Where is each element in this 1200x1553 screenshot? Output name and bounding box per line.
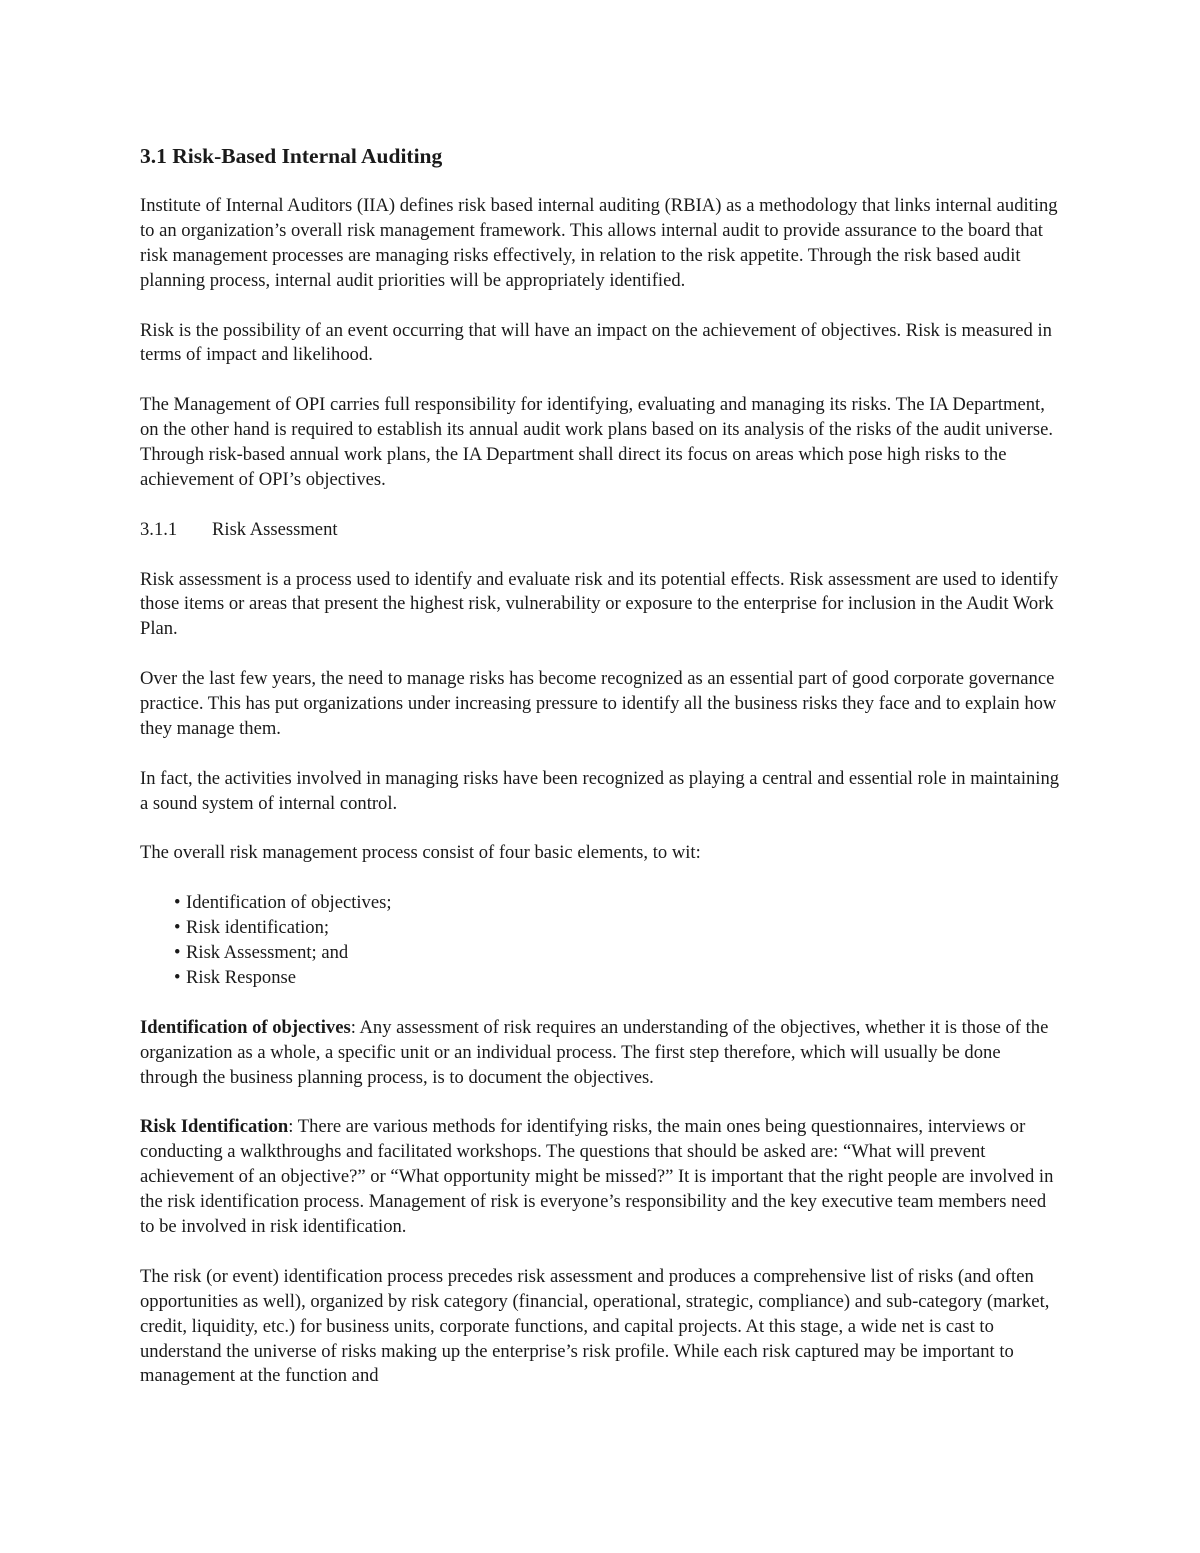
paragraph-risk-identification: Risk Identification: There are various methods for identifying risks, the main ones being questionnaires, interviews or conducting a walkthroughs and facilitated workshops. The questions that should be asked are: “What will prevent achievement of an objective?” or “What opportunity might be missed?” It is important that the right people are involved in the risk identification process. Management of risk is everyone’s responsibility and the key executive team members need to be involved in risk identification.	[140, 1116, 1054, 1237]
subsection-number: 3.1.1	[140, 518, 178, 540]
elements-list	[140, 891, 1060, 991]
term-identification-of-objectives: Identification of objectives	[140, 1016, 351, 1038]
subsection-title: Risk Assessment	[212, 518, 338, 540]
bullet-icon: •	[174, 966, 181, 988]
bullet-icon: •	[174, 942, 181, 964]
list-item: • Risk Assessment; and	[174, 941, 1060, 966]
section-title: 3.1 Risk-Based Internal Auditing	[140, 144, 443, 168]
list-item: • Risk identification;	[174, 916, 1060, 941]
paragraph-risk-definition: Risk is the possibility of an event occurring that will have an impact on the achievement of objectives. Risk is measured in terms of impact and likelihood.	[140, 319, 1052, 366]
list-item: • Risk Response	[174, 966, 1060, 991]
bullet-icon: •	[174, 892, 181, 914]
list-item: • Identification of objectives;	[174, 891, 1060, 916]
paragraph-risk-assessment: Risk assessment is a process used to identify and evaluate risk and its potential effects. Risk assessment are used to identify those items or areas that present the highest risk, vulnerability or exposure to the enterprise for inclusion in the Audit Work Plan.	[140, 568, 1059, 640]
paragraph-management-responsibility: The Management of OPI carries full responsibility for identifying, evaluating and managing its risks. The IA Department, on the other hand is required to establish its annual audit work plans based on its analysis of the risks of the audit universe. Through risk-based annual work plans, the IA Department shall direct its focus on areas which pose high risks to the achievement of OPI’s objectives.	[140, 394, 1053, 490]
paragraph-governance: Over the last few years, the need to manage risks has become recognized as an essential part of good corporate governance practice. This has put organizations under increasing pressure to identify all the business risks they face and to explain how they manage them.	[140, 668, 1057, 739]
subsection-heading	[140, 518, 1060, 543]
paragraph-elements-intro: The overall risk management process consist of four basic elements, to wit:	[140, 842, 701, 864]
paragraph-internal-control: In fact, the activities involved in managing risks have been recognized as playing a central and essential role in maintaining a sound system of internal control.	[140, 767, 1060, 814]
document-page	[140, 142, 1060, 1414]
bullet-icon: •	[174, 917, 181, 939]
term-risk-identification: Risk Identification	[140, 1116, 289, 1138]
paragraph-identification-of-objectives: Identification of objectives: Any assessment of risk requires an understanding of the objectives, whether it is those of the organization as a whole, a specific unit or an individual process. The first step therefore, which will usually be done through the business planning process, is to document the objectives.	[140, 1016, 1049, 1088]
paragraph-rbia-definition: Institute of Internal Auditors (IIA) defines risk based internal auditing (RBIA) as a methodology that links internal auditing to an organization’s overall risk management framework. This allows internal audit to provide assurance to the board that risk management processes are managing risks effectively, in relation to the risk appetite. Through the risk based audit planning process, internal audit priorities will be appropriately identified.	[140, 195, 1058, 291]
paragraph-event-identification: The risk (or event) identification process precedes risk assessment and produces a comprehensive list of risks (and often opportunities as well), organized by risk category (financial, operational, strategic, compliance) and sub-category (market, credit, liquidity, etc.) for business units, corporate functions, and capital projects. At this stage, a wide net is cast to understand the universe of risks making up the enterprise’s risk profile. While each risk captured may be important to management at the function and	[140, 1265, 1050, 1387]
